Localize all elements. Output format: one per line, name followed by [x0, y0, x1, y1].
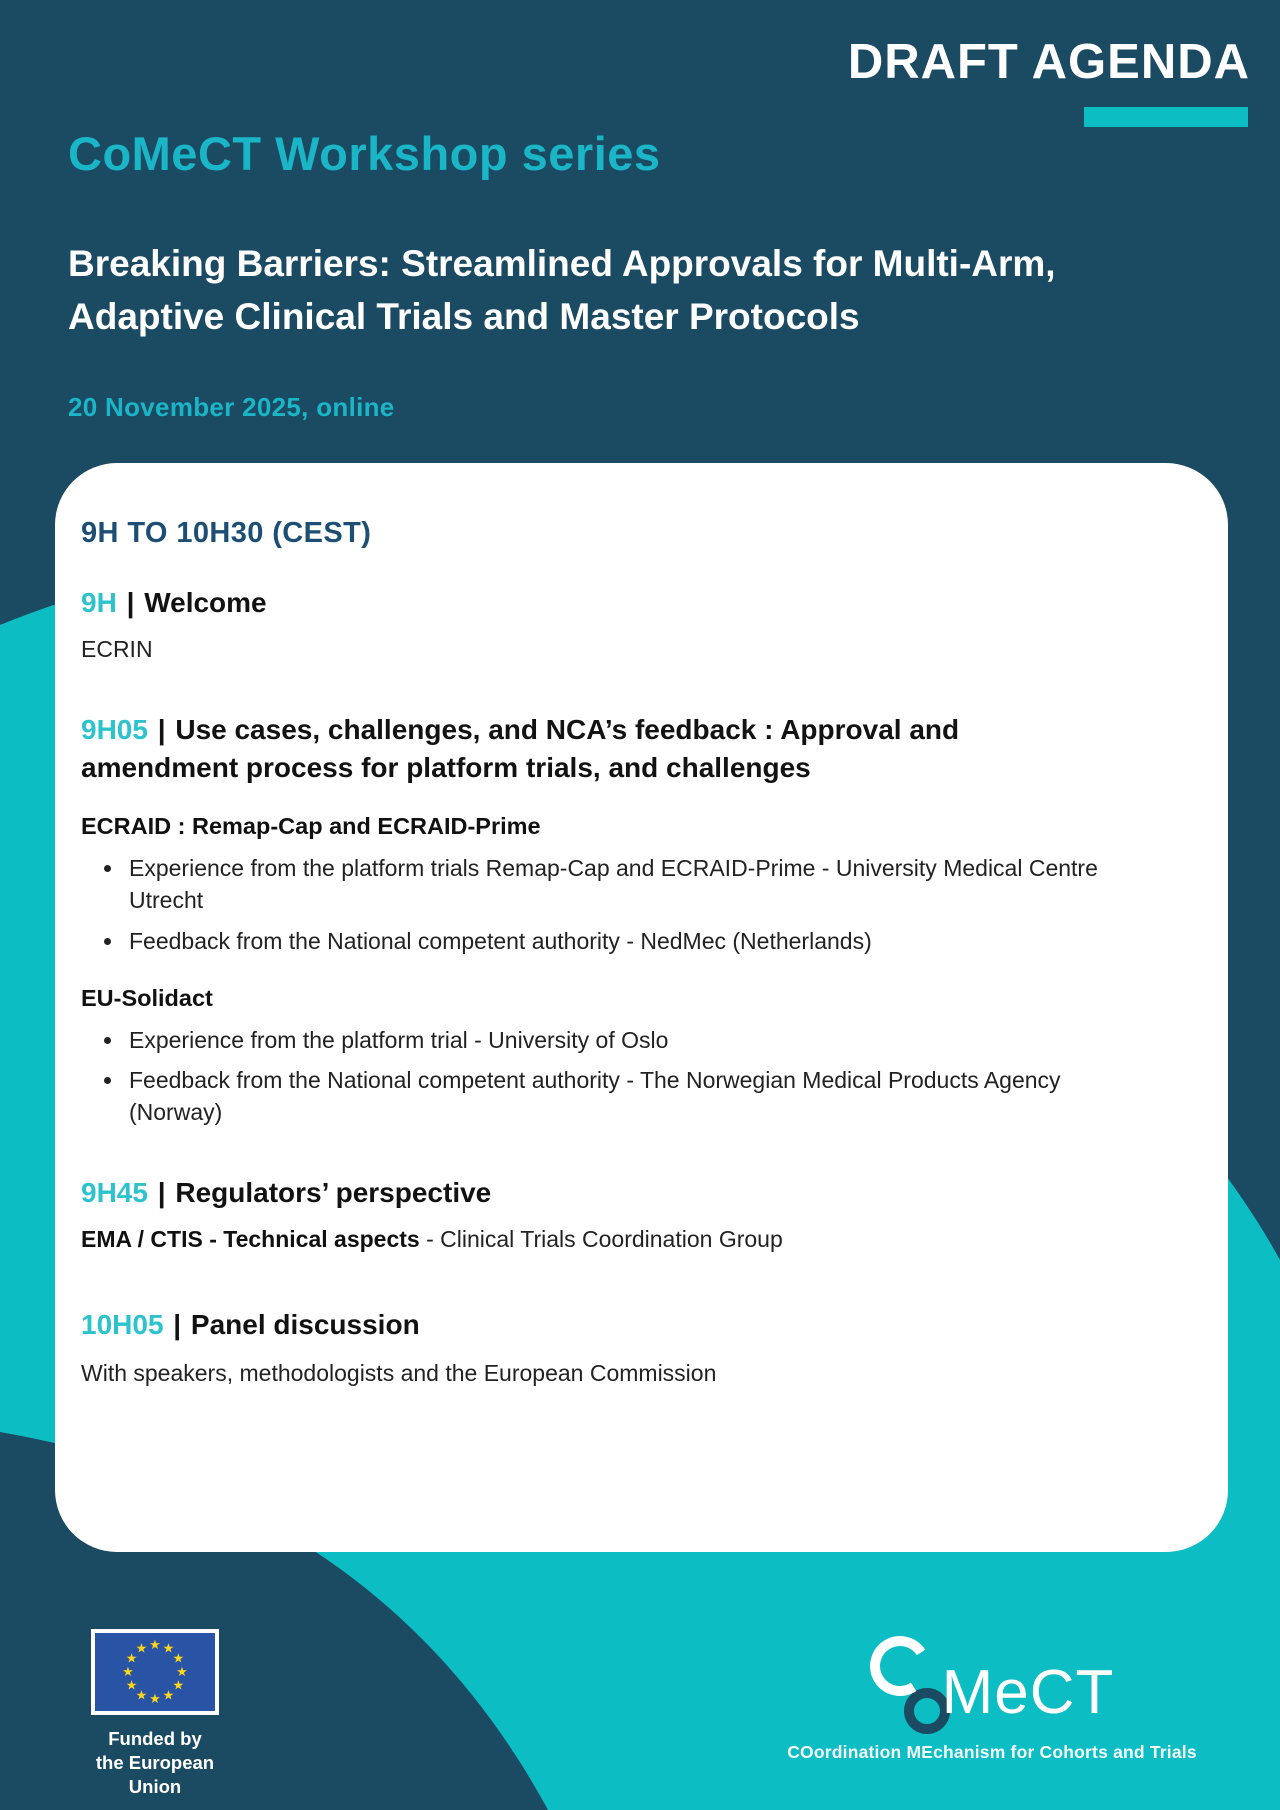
session-title: Panel discussion [190, 1308, 420, 1340]
session-heading-panel [81, 1306, 1158, 1344]
session-separator: | [126, 587, 135, 618]
session-note-welcome: ECRIN [81, 636, 153, 663]
eu-funding-label [76, 1727, 234, 1799]
session-separator: | [157, 714, 166, 746]
session-title: Welcome [144, 587, 267, 618]
group-heading-solidact: EU-Solidact [81, 984, 213, 1011]
session-separator: | [157, 1177, 166, 1209]
session-note-panel: With speakers, methodologists and the European Commission [81, 1359, 717, 1386]
session-time: 9H [81, 587, 117, 618]
group-heading-ecraid: ECRAID : Remap-Cap and ECRAID-Prime [81, 813, 541, 840]
eu-flag [91, 1629, 219, 1715]
eu-funding-line2: the European Union [95, 1752, 215, 1798]
session-separator: | [173, 1308, 182, 1340]
eu-funding-block [76, 1629, 234, 1799]
bullet-list-ecraid [81, 852, 1158, 957]
bullet-item: • Experience from the platform trials Remap-Cap and ECRAID-Prime - University Medical Centre Utrecht [125, 852, 1105, 916]
eu-star-icon: ★ [125, 1650, 138, 1666]
bullet-item: • Experience from the platform trial - University of Oslo [125, 1024, 1105, 1056]
session-title: Regulators’ perspective [175, 1177, 492, 1209]
eu-star-icon: ★ [172, 1650, 185, 1666]
eu-star-icon: ★ [176, 1664, 188, 1679]
bullet-list-solidact [81, 1024, 1158, 1129]
session-heading-regulators [81, 1174, 1158, 1212]
comect-logo-mark [752, 1630, 1232, 1727]
agenda-card [55, 463, 1228, 1552]
comect-tagline: COordination MEchanism for Cohorts and Trials [787, 1742, 1197, 1762]
note-regular-part: - Clinical Trials Coordination Group [419, 1226, 783, 1253]
eu-star-icon: ★ [162, 1640, 175, 1656]
session-time: 9H45 [81, 1177, 148, 1209]
session-title: Use cases, challenges, and NCA’s feedback : Approval and amendment process for platform trials, and challenges [81, 714, 960, 784]
session-note-regulators [81, 1224, 1158, 1255]
session-heading-usecases [81, 711, 1091, 787]
eu-star-icon: ★ [135, 1687, 148, 1703]
note-bold-part: EMA / CTIS - Technical aspects [81, 1226, 420, 1253]
session-time: 10H05 [81, 1308, 164, 1340]
eu-star-circle [95, 1633, 215, 1711]
eu-star-icon: ★ [149, 1691, 161, 1706]
eu-star-icon: ★ [172, 1677, 185, 1693]
bullet-item: • Feedback from the National competent authority - NedMec (Netherlands) [125, 925, 1105, 957]
workshop-series-title: CoMeCT Workshop series [68, 127, 661, 180]
draft-agenda-label: DRAFT AGENDA [847, 35, 1250, 89]
eu-funding-line1: Funded by [108, 1728, 202, 1749]
comect-logo [752, 1630, 1232, 1763]
session-heading-welcome [81, 584, 1158, 622]
bullet-item: • Feedback from the National competent authority - The Norwegian Medical Products Agency (Norway) [125, 1064, 1105, 1128]
eu-star-icon: ★ [162, 1687, 175, 1703]
eu-star-icon: ★ [149, 1637, 161, 1652]
eu-star-icon: ★ [135, 1640, 148, 1656]
comect-logo-text: MeCT [941, 1658, 1115, 1727]
event-date: 20 November 2025, online [68, 392, 395, 422]
eu-star-icon: ★ [122, 1664, 134, 1679]
event-title: Breaking Barriers: Streamlined Approvals for Multi-Arm, Adaptive Clinical Trials and Master Protocols [68, 243, 1056, 337]
session-time: 9H05 [81, 714, 148, 746]
eu-star-icon: ★ [125, 1677, 138, 1693]
time-range-heading: 9H TO 10H30 (CEST) [81, 517, 372, 549]
accent-bar [1084, 107, 1248, 127]
